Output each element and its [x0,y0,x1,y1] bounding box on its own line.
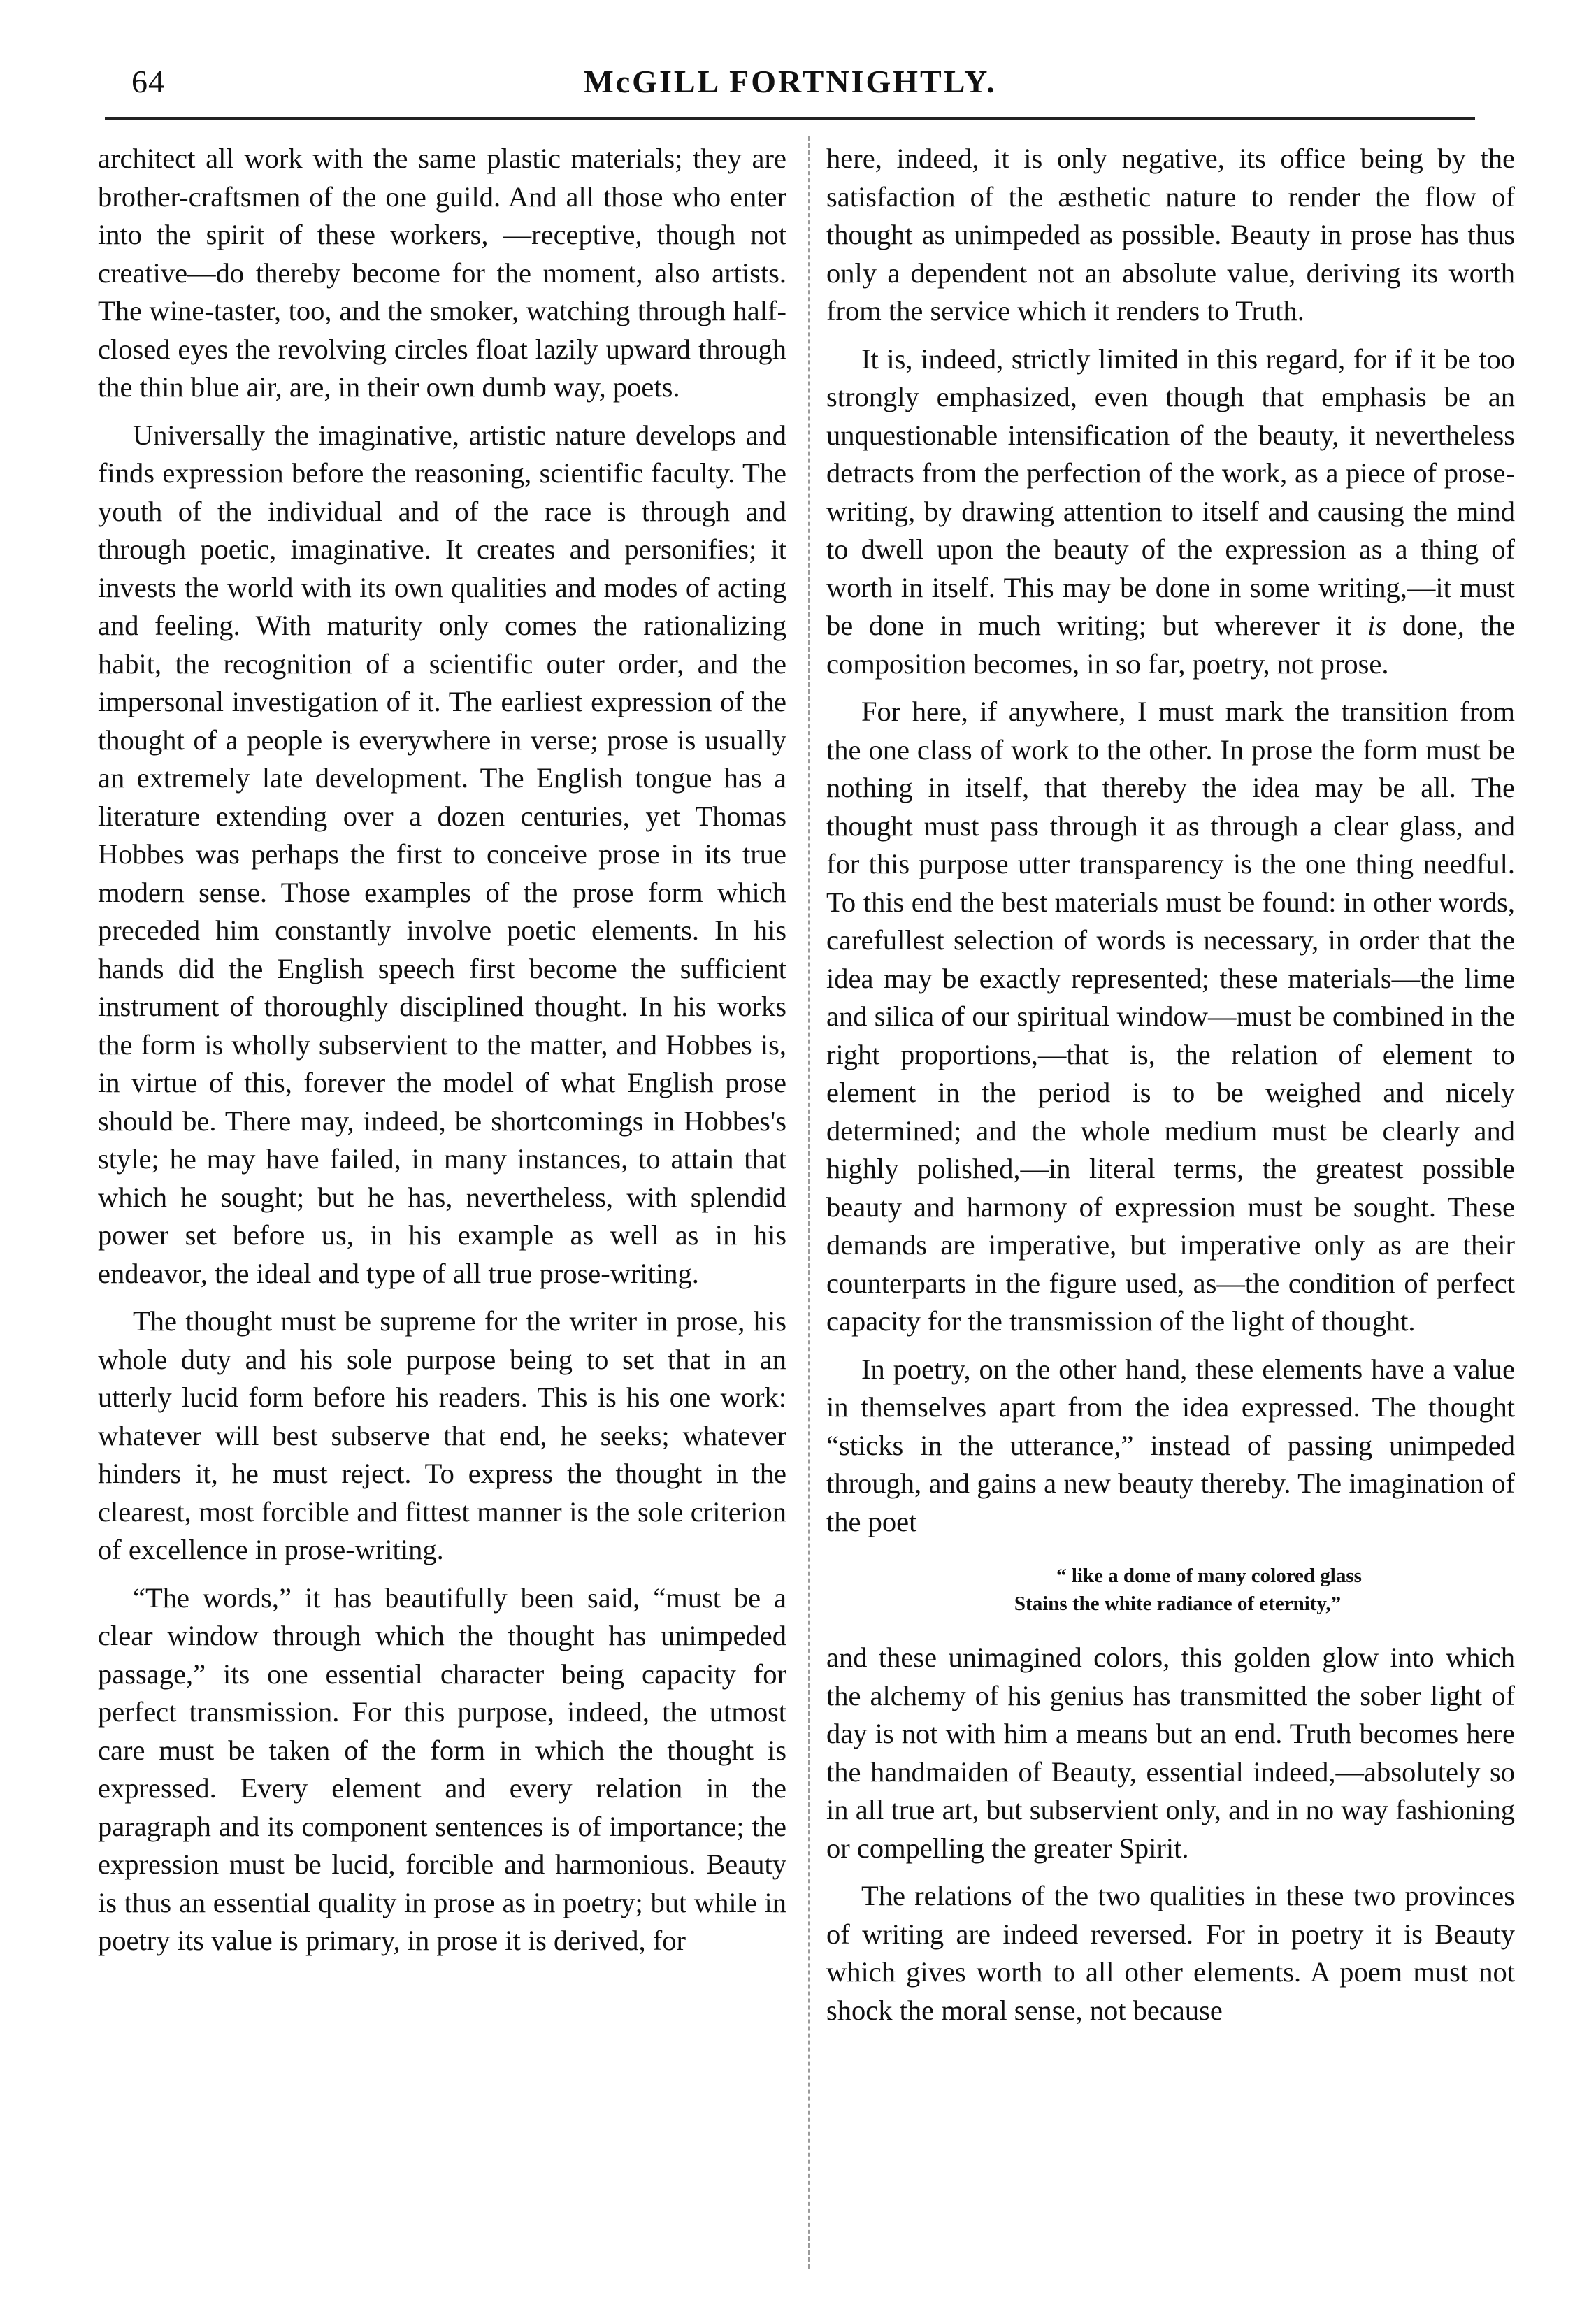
quote-line: Stains the white radiance of eternity,” [1014,1593,1342,1615]
paragraph-text: It is, indeed, strictly limited in this regard, for if it be too strongly emphasized, even though that emphasis be an unquestionable intensification of the beauty, it nevertheless detracts from the perfection of the work, as a piece of prose-writing, by drawing attention to itself and causing the mind to dwell upon the beauty of the expression as a thing of worth in itself. This may be done in some writing,—it must be done in much writing; but wherever it [826,343,1515,641]
quote-line: “ like a dome of many colored glass [1056,1565,1362,1587]
right-column [826,140,1515,2039]
paragraph: The thought must be supreme for the writer in prose, his whole duty and his sole purpose being to set that in an utterly lucid form before his readers. This is his one work: whatever will best subserve that end, he seeks; whatever hinders it, he must reject. To express the thought in the clearest, most forcible and fittest manner is the sole criterion of excellence in prose-writing. [98,1305,786,1565]
verse-quotation [826,1562,1515,1618]
paragraph: For here, if anywhere, I must mark the transition from the one class of work to the other. In prose the form must be nothing in itself, that thereby the idea may be all. The thought must pass through it as through a clear glass, and for this purpose utter transparency is the one thing needful. To this end the best materials must be found: in other words, carefullest selection of words is necessary, in order that the idea may be exactly represented; these materials—the lime and silica of our spiritual window—must be combined in the right proportions,—that is, the relation of element to element in the period is to be weighed and nicely determined; and the whole medium must be clearly and highly polished,—in literal terms, the greatest possible beauty and harmony of expression must be sought. These demands are imperative, but imperative only as are their counterparts in the figure used, as—the condition of perfect capacity for the transmission of the light of thought. [826,696,1515,1337]
paragraph: In poetry, on the other hand, these elements have a value in themselves apart from the idea expressed. The thought “sticks in the utterance,” instead of passing unimpeded through, and gains a new beauty thereby. The imagination of the poet [826,1353,1515,1537]
paragraph: Universally the imaginative, artistic nature develops and finds expression before the reasoning, scientific faculty. The youth of the individual and of the race is through and through poetic, imaginative. It creates and personifies; it invests the world with its own qualities and modes of acting and feeling. With maturity only comes the rationalizing habit, the recognition of a scientific outer order, and the impersonal investigation of it. The earliest expression of the thought of a people is everywhere in verse; prose is usually an extremely late development. The English tongue has a literature extending over a dozen centuries, yet Thomas Hobbes was perhaps the first to conceive prose in its true modern sense. Those examples of the prose form which preceded him constantly involve poetic elements. In his hands did the English speech first become the sufficient instrument of thoroughly disciplined thought. In his works the form is wholly subservient to the matter, and Hobbes is, in virtue of this, forever the model of what English prose should be. There may, indeed, be shortcomings in Hobbes's style; he may have failed, in many instances, to attain that which he sought; but he has, nevertheless, with splendid power set before us, in his example as well as in his endeavor, the ideal and type of all true prose-writing. [98,419,786,1289]
paragraph-text: done, the composition becomes, in so far, poetry, not prose. [826,610,1515,680]
paragraph: “The words,” it has beautifully been said, “must be a clear window through which the thought has unimpeded passage,” its one essential character being capacity for perfect transmission. For this purpose, indeed, the utmost care must be taken of the form in which the thought is expressed. Every element and every relation in the paragraph and its component sentences is of importance; the expression must be lucid, forcible and harmonious. Beauty is thus an essential quality in prose as in poetry; but while in poetry its value is primary, in prose it is derived, for [98,1581,786,1956]
page-number: 64 [131,64,165,99]
paragraph: The relations of the two qualities in these two provinces of writing are indeed reversed. For in poetry it is Beauty which gives worth to all other elements. A poem must not shock the moral sense, not because [826,1880,1515,2026]
left-column [98,140,786,1970]
emphasis: is [1367,610,1387,641]
header-rule [105,117,1475,120]
running-title: McGILL FORTNIGHTLY. [583,64,997,99]
column-divider [808,136,810,2269]
paragraph: architect all work with the same plastic materials; they are brother-craftsmen of the one guild. And all those who enter into the spirit of these workers, —receptive, though not creative—do thereby become for the moment, also artists. The wine-taster, too, and the smoker, watching through half-closed eyes the revolving circles float lazily upward through the thin blue air, are, in their own dumb way, poets. [98,143,786,403]
paragraph: and these unimagined colors, this golden glow into which the alchemy of his genius has transmitted the sober light of day is not with him a means but an end. Truth becomes here the handmaiden of Beauty, essential indeed,—absolutely so in all true art, but subservient only, and in no way fashioning or compelling the greater Spirit. [826,1642,1515,1864]
paragraph [826,340,1515,684]
page-header [105,49,1475,112]
paragraph: here, indeed, it is only negative, its office being by the satisfaction of the æsthetic nature to render the flow of thought as unimpeded as possible. Beauty in prose has thus only a dependent not an absolute value, deriving its worth from the service which it renders to Truth. [826,143,1515,326]
